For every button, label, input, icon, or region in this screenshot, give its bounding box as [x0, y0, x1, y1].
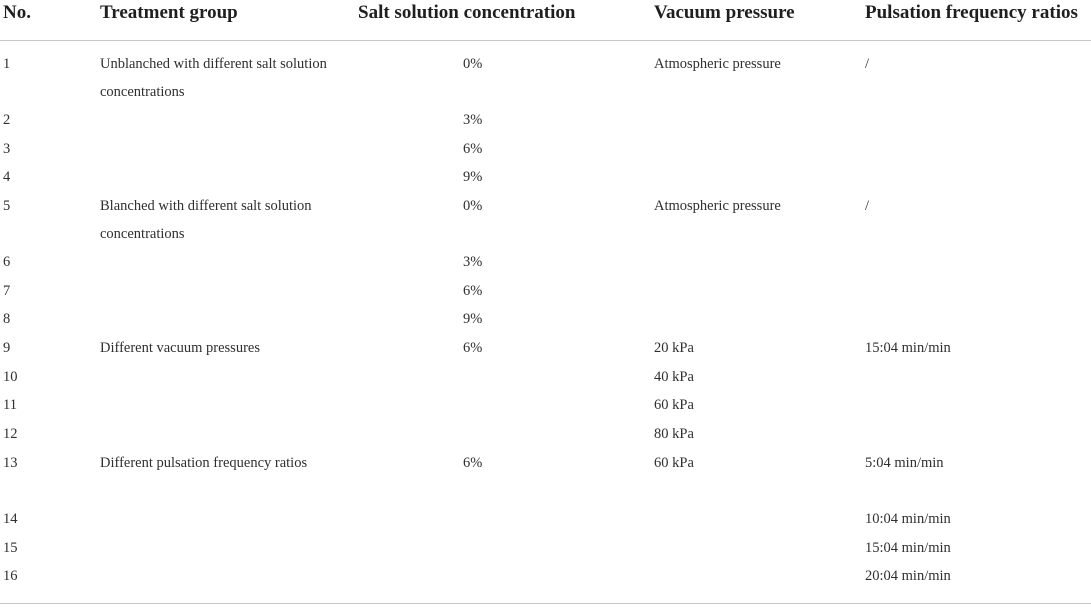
cell-no: 12 — [3, 426, 18, 442]
cell-salt-concentration: 0% — [463, 56, 483, 72]
cell-vacuum-pressure: 20 kPa — [654, 340, 694, 356]
cell-no: 14 — [3, 511, 18, 527]
cell-no: 16 — [3, 568, 18, 584]
cell-no: 3 — [3, 141, 11, 157]
cell-vacuum-pressure: 60 kPa — [654, 397, 694, 413]
header-treatment-group: Treatment group — [100, 2, 238, 23]
cell-vacuum-pressure: Atmospheric pressure — [654, 198, 781, 214]
cell-pulsation-ratio: 15:04 min/min — [865, 340, 951, 356]
cell-treatment-group: Different vacuum pressures — [100, 340, 260, 356]
cell-pulsation-ratio: 10:04 min/min — [865, 511, 951, 527]
cell-treatment-group: Different pulsation frequency ratios — [100, 455, 308, 471]
cell-salt-concentration: 3% — [463, 112, 483, 128]
cell-salt-concentration: 6% — [463, 141, 483, 157]
header-salt-concentration: Salt solution concentration — [358, 2, 576, 23]
table-header — [0, 0, 1091, 41]
cell-pulsation-ratio: / — [865, 56, 870, 72]
cell-no: 5 — [3, 198, 11, 214]
cell-pulsation-ratio: / — [865, 198, 870, 214]
cell-no: 11 — [3, 397, 17, 413]
cell-pulsation-ratio: 20:04 min/min — [865, 568, 951, 584]
cell-salt-concentration: 6% — [463, 455, 483, 471]
cell-no: 2 — [3, 112, 11, 128]
cell-salt-concentration: 0% — [463, 198, 483, 214]
cell-treatment-group: Blanched with different salt solution concentrations — [100, 198, 312, 242]
cell-no: 13 — [3, 455, 18, 471]
cell-pulsation-ratio: 5:04 min/min — [865, 455, 944, 471]
cell-salt-concentration: 9% — [463, 169, 483, 185]
cell-vacuum-pressure: Atmospheric pressure — [654, 56, 781, 72]
header-pulsation-ratios: Pulsation frequency ratios — [865, 2, 1078, 23]
cell-vacuum-pressure: 40 kPa — [654, 369, 694, 385]
cell-salt-concentration: 3% — [463, 254, 483, 270]
cell-no: 8 — [3, 311, 11, 327]
cell-no: 4 — [3, 169, 11, 185]
cell-salt-concentration: 6% — [463, 340, 483, 356]
cell-no: 7 — [3, 283, 11, 299]
cell-no: 15 — [3, 540, 18, 556]
cell-salt-concentration: 9% — [463, 311, 483, 327]
cell-salt-concentration: 6% — [463, 283, 483, 299]
cell-no: 1 — [3, 56, 11, 72]
cell-treatment-group: Unblanched with different salt solution concentrations — [100, 56, 327, 100]
header-vacuum-pressure: Vacuum pressure — [654, 2, 795, 23]
cell-pulsation-ratio: 15:04 min/min — [865, 540, 951, 556]
cell-no: 9 — [3, 340, 11, 356]
cell-vacuum-pressure: 80 kPa — [654, 426, 694, 442]
cell-vacuum-pressure: 60 kPa — [654, 455, 694, 471]
header-no: No. — [3, 2, 31, 23]
cell-no: 6 — [3, 254, 11, 270]
cell-no: 10 — [3, 369, 18, 385]
bottom-rule — [0, 603, 1091, 604]
